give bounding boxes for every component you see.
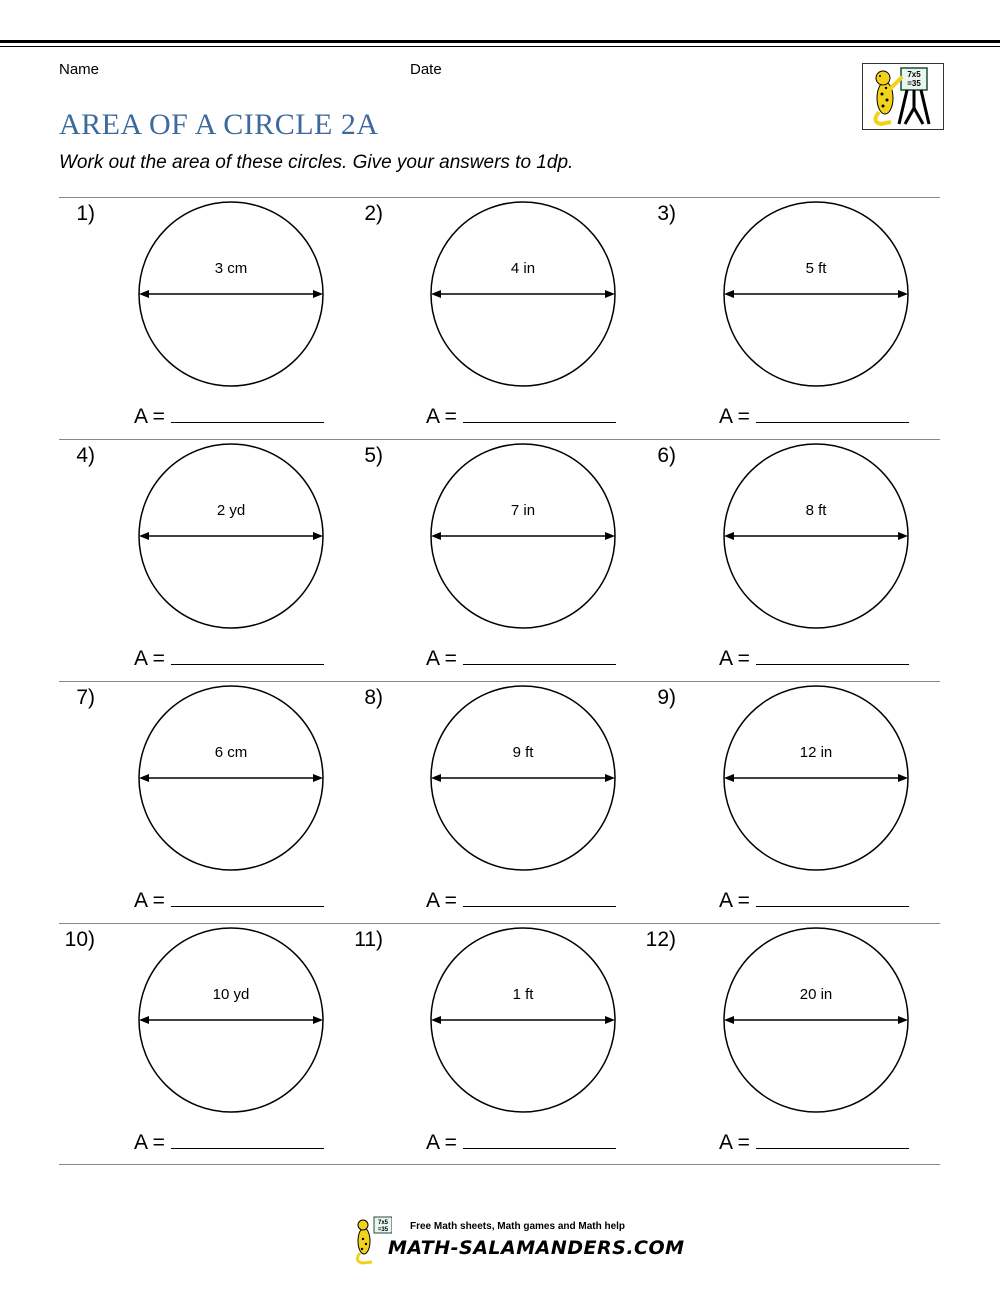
circle-diagram bbox=[644, 440, 934, 640]
problem-number: 3) bbox=[657, 202, 676, 225]
answer-field[interactable] bbox=[719, 888, 909, 913]
answer-field[interactable] bbox=[426, 1130, 616, 1155]
logo-board-line1: 7x5 bbox=[907, 70, 921, 79]
arrowhead-right-icon bbox=[898, 774, 908, 782]
answer-field[interactable] bbox=[426, 404, 616, 429]
salamander-logo bbox=[862, 63, 944, 130]
arrowhead-right-icon bbox=[898, 532, 908, 540]
footer-salamander-icon bbox=[352, 1213, 392, 1265]
arrowhead-right-icon bbox=[313, 1016, 323, 1024]
diameter-label: 8 ft bbox=[805, 502, 827, 519]
salamander-teacher-icon bbox=[863, 64, 943, 129]
page-title: AREA OF A CIRCLE 2A bbox=[59, 108, 379, 141]
footer-logo bbox=[352, 1213, 685, 1265]
problem-11 bbox=[351, 924, 641, 1164]
problem-3 bbox=[644, 198, 934, 438]
arrowhead-left-icon bbox=[724, 532, 734, 540]
diameter-label: 20 in bbox=[799, 986, 833, 1003]
answer-blank[interactable] bbox=[756, 404, 909, 423]
problem-10 bbox=[59, 924, 349, 1164]
answer-blank[interactable] bbox=[171, 888, 324, 907]
problem-number: 8) bbox=[364, 686, 383, 709]
answer-label: A = bbox=[426, 405, 457, 428]
diameter-label: 1 ft bbox=[512, 986, 534, 1003]
circle-diagram bbox=[351, 440, 641, 640]
arrowhead-left-icon bbox=[724, 1016, 734, 1024]
answer-label: A = bbox=[719, 647, 750, 670]
footer-tagline: Free Math sheets, Math games and Math help bbox=[410, 1221, 626, 1232]
problem-number: 5) bbox=[364, 444, 383, 467]
answer-label: A = bbox=[719, 889, 750, 912]
arrowhead-right-icon bbox=[605, 1016, 615, 1024]
arrowhead-right-icon bbox=[898, 1016, 908, 1024]
instructions: Work out the area of these circles. Give your answers to 1dp. bbox=[59, 152, 574, 173]
diameter-label: 10 yd bbox=[212, 986, 250, 1003]
answer-label: A = bbox=[134, 647, 165, 670]
answer-field[interactable] bbox=[426, 888, 616, 913]
footer-site-link[interactable]: MATH-SALAMANDERS.COM bbox=[388, 1237, 685, 1259]
answer-blank[interactable] bbox=[463, 404, 616, 423]
answer-label: A = bbox=[134, 405, 165, 428]
arrowhead-right-icon bbox=[605, 774, 615, 782]
arrowhead-left-icon bbox=[724, 774, 734, 782]
diameter-label: 12 in bbox=[799, 744, 833, 761]
diameter-label: 4 in bbox=[510, 260, 536, 277]
answer-field[interactable] bbox=[134, 646, 324, 671]
circle-diagram bbox=[59, 440, 349, 640]
answer-label: A = bbox=[426, 647, 457, 670]
problem-number: 10) bbox=[64, 928, 95, 951]
answer-blank[interactable] bbox=[171, 1130, 324, 1149]
answer-field[interactable] bbox=[134, 404, 324, 429]
arrowhead-right-icon bbox=[898, 290, 908, 298]
arrowhead-left-icon bbox=[139, 532, 149, 540]
answer-blank[interactable] bbox=[463, 1130, 616, 1149]
answer-field[interactable] bbox=[719, 1130, 909, 1155]
arrowhead-left-icon bbox=[431, 1016, 441, 1024]
row-divider bbox=[59, 1164, 940, 1165]
answer-label: A = bbox=[134, 1131, 165, 1154]
answer-label: A = bbox=[719, 405, 750, 428]
circle-diagram bbox=[59, 682, 349, 882]
circle-diagram bbox=[644, 198, 934, 398]
problem-number: 9) bbox=[657, 686, 676, 709]
diameter-label: 9 ft bbox=[512, 744, 534, 761]
arrowhead-right-icon bbox=[313, 290, 323, 298]
circle-diagram bbox=[59, 198, 349, 398]
problem-1 bbox=[59, 198, 349, 438]
date-label: Date bbox=[410, 61, 442, 78]
diameter-label: 3 cm bbox=[214, 260, 248, 277]
circle-diagram bbox=[351, 198, 641, 398]
problem-6 bbox=[644, 440, 934, 680]
answer-blank[interactable] bbox=[171, 404, 324, 423]
top-rule-thin bbox=[0, 46, 1000, 47]
diameter-label: 5 ft bbox=[805, 260, 827, 277]
arrowhead-right-icon bbox=[605, 290, 615, 298]
problem-4 bbox=[59, 440, 349, 680]
problem-number: 4) bbox=[76, 444, 95, 467]
diameter-label: 2 yd bbox=[216, 502, 246, 519]
answer-blank[interactable] bbox=[756, 888, 909, 907]
footer-board-line1: 7x5 bbox=[377, 1220, 389, 1226]
answer-blank[interactable] bbox=[171, 646, 324, 665]
answer-blank[interactable] bbox=[463, 888, 616, 907]
arrowhead-left-icon bbox=[724, 290, 734, 298]
circle-diagram bbox=[351, 682, 641, 882]
arrowhead-left-icon bbox=[139, 1016, 149, 1024]
answer-field[interactable] bbox=[426, 646, 616, 671]
arrowhead-right-icon bbox=[605, 532, 615, 540]
problem-5 bbox=[351, 440, 641, 680]
arrowhead-left-icon bbox=[431, 290, 441, 298]
answer-field[interactable] bbox=[719, 646, 909, 671]
problem-8 bbox=[351, 682, 641, 922]
arrowhead-left-icon bbox=[431, 774, 441, 782]
problem-number: 11) bbox=[354, 928, 383, 951]
footer-board-line2: =35 bbox=[377, 1227, 389, 1233]
answer-blank[interactable] bbox=[463, 646, 616, 665]
arrowhead-left-icon bbox=[431, 532, 441, 540]
arrowhead-right-icon bbox=[313, 774, 323, 782]
problem-number: 6) bbox=[657, 444, 676, 467]
problem-number: 2) bbox=[364, 202, 383, 225]
answer-blank[interactable] bbox=[756, 1130, 909, 1149]
answer-field[interactable] bbox=[134, 1130, 324, 1155]
answer-label: A = bbox=[426, 1131, 457, 1154]
answer-blank[interactable] bbox=[756, 646, 909, 665]
problem-12 bbox=[644, 924, 934, 1164]
problem-number: 7) bbox=[76, 686, 95, 709]
circle-diagram bbox=[351, 924, 641, 1124]
answer-field[interactable] bbox=[719, 404, 909, 429]
top-rule bbox=[0, 40, 1000, 43]
circle-diagram bbox=[644, 682, 934, 882]
problem-7 bbox=[59, 682, 349, 922]
answer-label: A = bbox=[426, 889, 457, 912]
problem-number: 12) bbox=[645, 928, 676, 951]
answer-field[interactable] bbox=[134, 888, 324, 913]
arrowhead-right-icon bbox=[313, 532, 323, 540]
logo-board-line2: =35 bbox=[907, 79, 921, 88]
diameter-label: 7 in bbox=[510, 502, 536, 519]
circle-diagram bbox=[59, 924, 349, 1124]
answer-label: A = bbox=[134, 889, 165, 912]
arrowhead-left-icon bbox=[139, 774, 149, 782]
diameter-label: 6 cm bbox=[214, 744, 248, 761]
arrowhead-left-icon bbox=[139, 290, 149, 298]
circle-diagram bbox=[644, 924, 934, 1124]
problem-number: 1) bbox=[76, 202, 95, 225]
problem-9 bbox=[644, 682, 934, 922]
name-label: Name bbox=[59, 61, 100, 78]
problem-2 bbox=[351, 198, 641, 438]
answer-label: A = bbox=[719, 1131, 750, 1154]
